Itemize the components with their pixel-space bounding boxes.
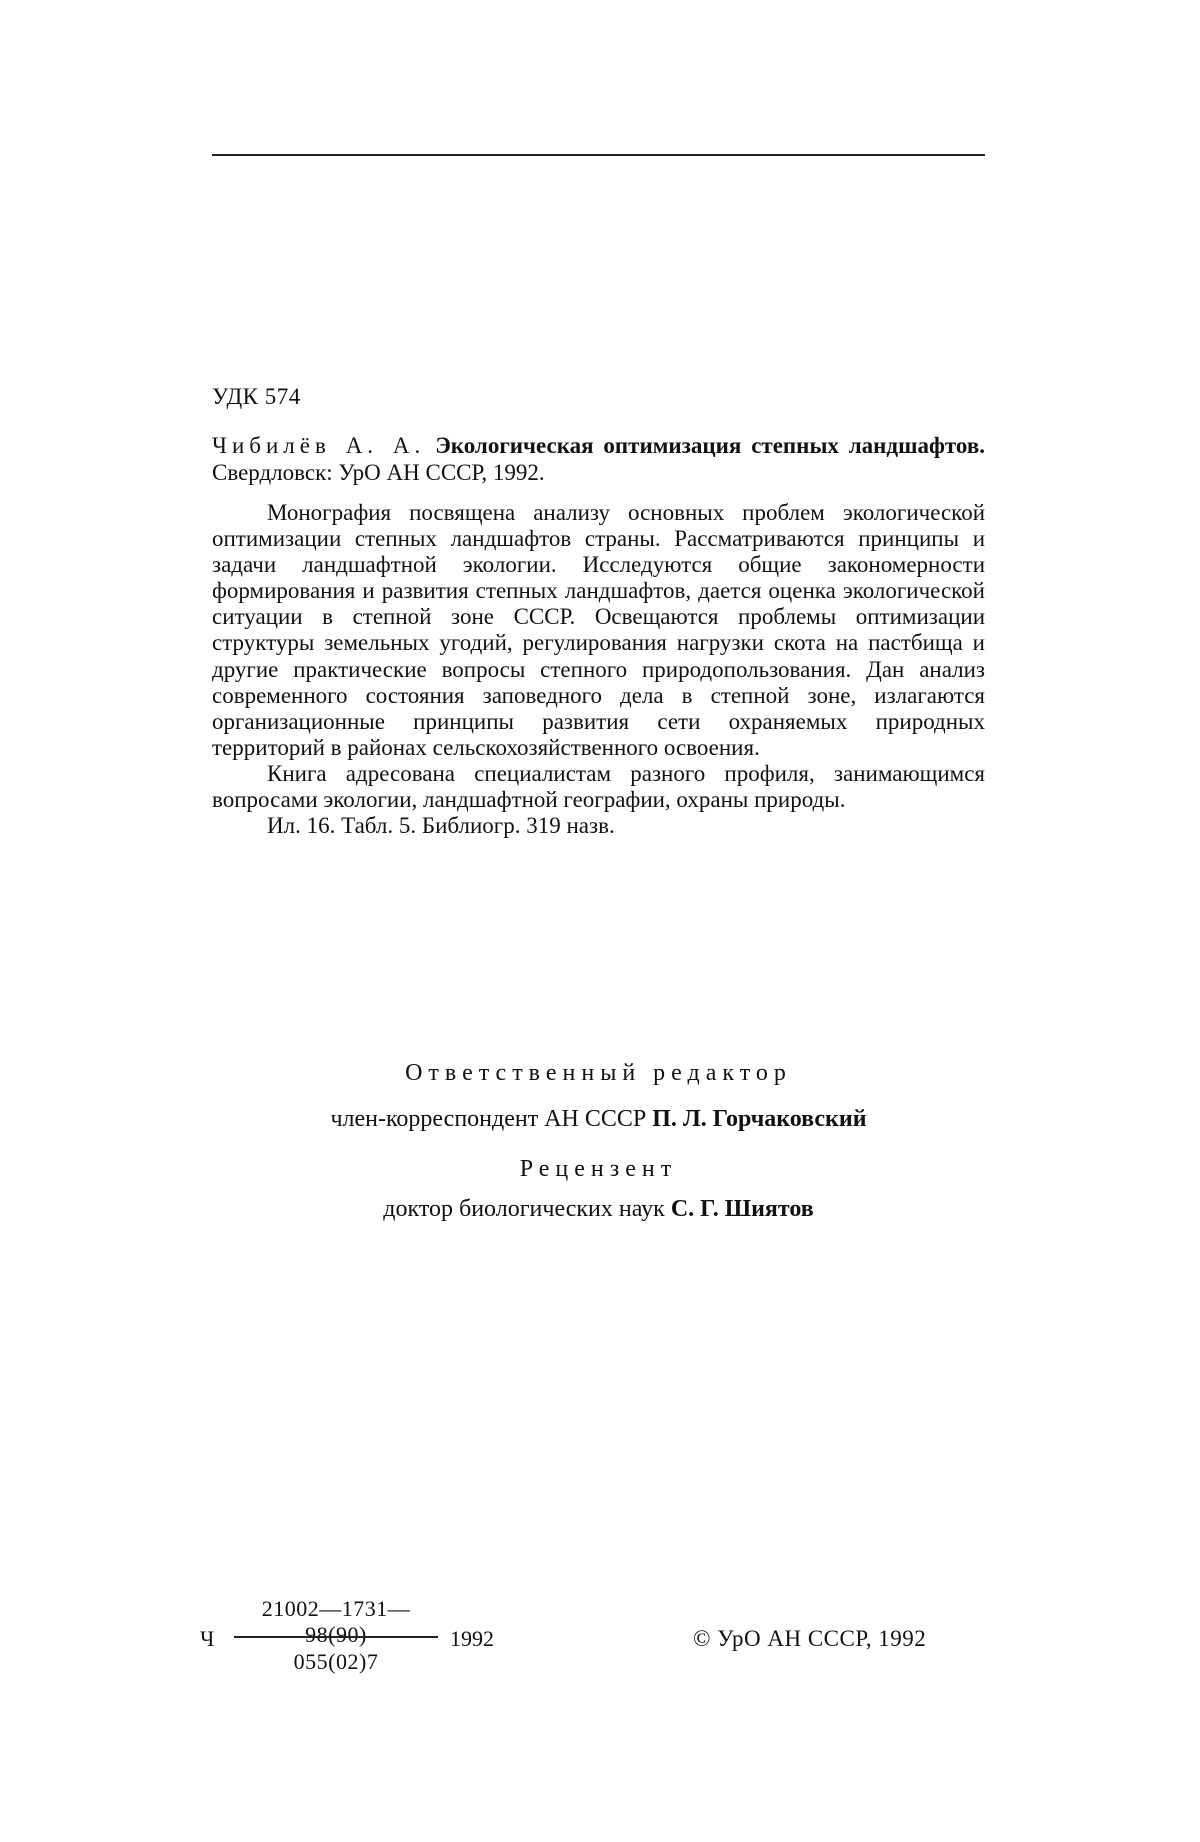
abstract <box>212 500 985 839</box>
catalog-code-fraction-line <box>234 1636 438 1638</box>
editor-heading: Ответственный редактор <box>405 1060 792 1086</box>
reviewer-prefix: доктор биологических наук <box>383 1196 665 1222</box>
abstract-paragraph: Книга адресована специалистам разного профиля, занимающимся вопросами экологии, ландшафтной географии, охраны природы. <box>212 760 985 813</box>
abstract-stats: Ил. 16. Табл. 5. Библиогр. 319 назв. <box>267 813 615 839</box>
editor-prefix: член-корреспондент АН СССР <box>330 1106 647 1132</box>
abstract-paragraph: Монография посвящена анализу основных проблем экологической оптимизации степных ландшафтов страны. Рассматриваются принципы и задачи ландшафтной экологии. Исследуются общие закономерности формирования и развития степных ландшафтов, дается оценка экологической ситуации в степной зоне СССР. Освещаются проблемы оптимизации структуры земельных угодий, регулирования нагрузки скота на пастбища и другие практические вопросы степного природопользования. Дан анализ современного состояния заповедного дела в степной зоне, излагаются организационные принципы развития сети охраняемых природных территорий в районах сельскохозяйственного освоения. <box>212 500 985 760</box>
editor-line <box>212 1106 985 1133</box>
catalog-code-numerator: 21002—1731—98(90) <box>261 1596 411 1647</box>
catalog-code-letter: Ч <box>200 1626 215 1651</box>
copyright-notice: © УрО АН СССР, 1992 <box>693 1626 927 1651</box>
reviewer-name: С. Г. Шиятов <box>670 1196 814 1222</box>
catalog-code-denominator: 055(02)7 <box>293 1649 379 1674</box>
reviewer-line <box>212 1196 985 1223</box>
bibliographic-record <box>212 432 985 486</box>
imprint: Свердловск: УрО АН СССР, 1992. <box>212 460 545 485</box>
reviewer-heading: Рецензент <box>519 1156 678 1182</box>
book-title: Экологическая оптимизация степных ландшафтов. <box>435 433 985 458</box>
catalog-code <box>200 1596 580 1696</box>
udk-code: УДК 574 <box>212 384 301 409</box>
editor-name: П. Л. Горчаковский <box>652 1106 867 1132</box>
author-name: Чибилёв А. А. <box>212 433 426 458</box>
top-rule <box>212 154 985 156</box>
catalog-code-year: 1992 <box>450 1626 494 1651</box>
